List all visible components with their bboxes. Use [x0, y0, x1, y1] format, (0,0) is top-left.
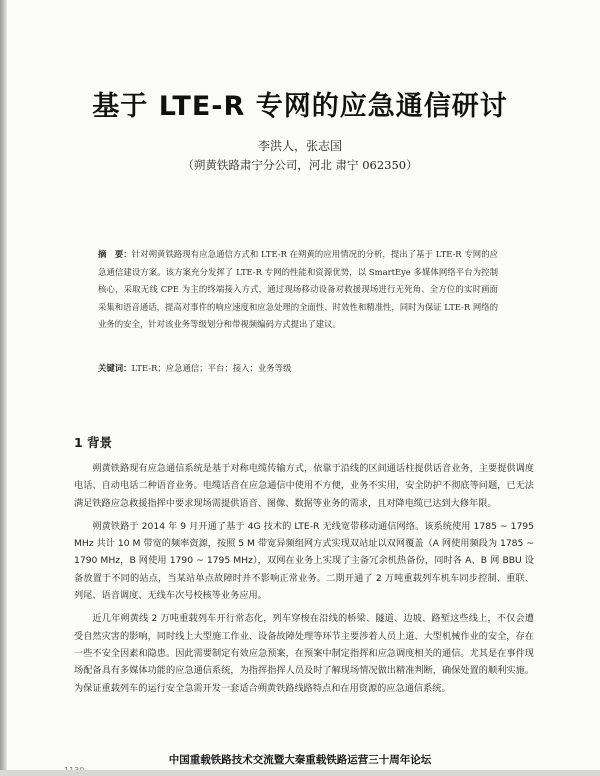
keywords-text: LTE-R；应急通信；平台；接入；业务等级	[131, 363, 292, 373]
paragraph: 近几年朔黄线 2 万吨重载列车开行常态化，列车穿梭在沿线的桥梁、隧道、边坡、路堑这些线上，不仅会遭受自然灾害的影响，同时线上大型施工作业、设备故障处理等环节主要涉着人员上道、大型机械作业的安全，存在一些不安全因素和隐患。因此需要制定有效应急预案，在预案中制定指挥和应急调度相关的通信。尤其是在事件现场配备具有多媒体功能的应急通信系统，为指挥指挥人员及时了解现场情况做出精准判断，确保处置的顺利实施。为保证重载列车的运行安全急需开发一套适合朔黄铁路线路特点和在用资源的应急通信系统。	[74, 613, 534, 694]
paper-title: 基于 LTE-R 专网的应急通信研讨	[92, 91, 508, 122]
body-text	[74, 460, 534, 703]
keywords	[98, 362, 498, 374]
paragraph: 朔黄铁路现有应急通信系统是基于对称电缆传输方式，依靠于沿线的区间通话柱提供话音业务，主要提供调度电话、自动电话二种语音业务。电缆话音在应急通信中使用不方便，业务不实用，安全防护不彻底等问题，已无法满足铁路应急救援指挥中要求现场需提供语音、图像、数据等业务的需求，且对降电缆已达到大修年限。	[74, 463, 534, 509]
paragraph: 朔黄铁路于 2014 年 9 月开通了基于 4G 技术的 LTE-R 无线宽带移动通信网络。该系统使用 1785 ~ 1795 MHz 共计 10 M 带宽的频率资源，按照 5 M 带宽异频组网方式实现双站址以双网覆盖（A 网使用频段为 1785 ~ 1790 MHz，B 网使用 1790 ~ 1795 MHz），双网在业务上实现了主备冗余机热备份，同时各 A、B 网 BBU 设备放置于不同的站点，当某站单点故障时并不影响正常业务。二期开通了 2 万吨重载列车机车同步控制、重联、列尾、语音调度、无线车次号校核等业务应用。	[74, 520, 534, 602]
affiliation: （朔黄铁路肃宁分公司，河北 肃宁 062350）	[182, 158, 418, 172]
keywords-label: 关键词：	[98, 363, 132, 373]
abstract-text: 针对朔黄铁路现有应急通信方式和 LTE-R 在朔黄的应用情况的分析，提出了基于 LTE-R 专网的应急通信建设方案。该方案充分发挥了 LTE-R 专网的性能和资源优势，以 SmartEye 多媒体网络平台为控制核心，采取无线 CPE 为主的终端接入方式，通过现场移动设备对救援现场进行无死角、全方位的实时画面采集和语音通话，提高对事件的响应速度和应急处理的全面性、时效性和精准性，同时为保证 LTE-R 网络的业务的安全，针对该业务等级划分和带视频编码方式提出了建议。	[98, 249, 498, 329]
scan-bottom-edge	[0, 770, 600, 776]
abstract	[98, 246, 498, 334]
authors: 李洪人，张志国	[257, 139, 342, 153]
abstract-label: 摘 要：	[98, 249, 132, 259]
section-heading: 1 背景	[74, 435, 113, 450]
conference-footer: 中国重载铁路技术交流暨大秦重载铁路运营三十周年论坛	[168, 754, 432, 766]
